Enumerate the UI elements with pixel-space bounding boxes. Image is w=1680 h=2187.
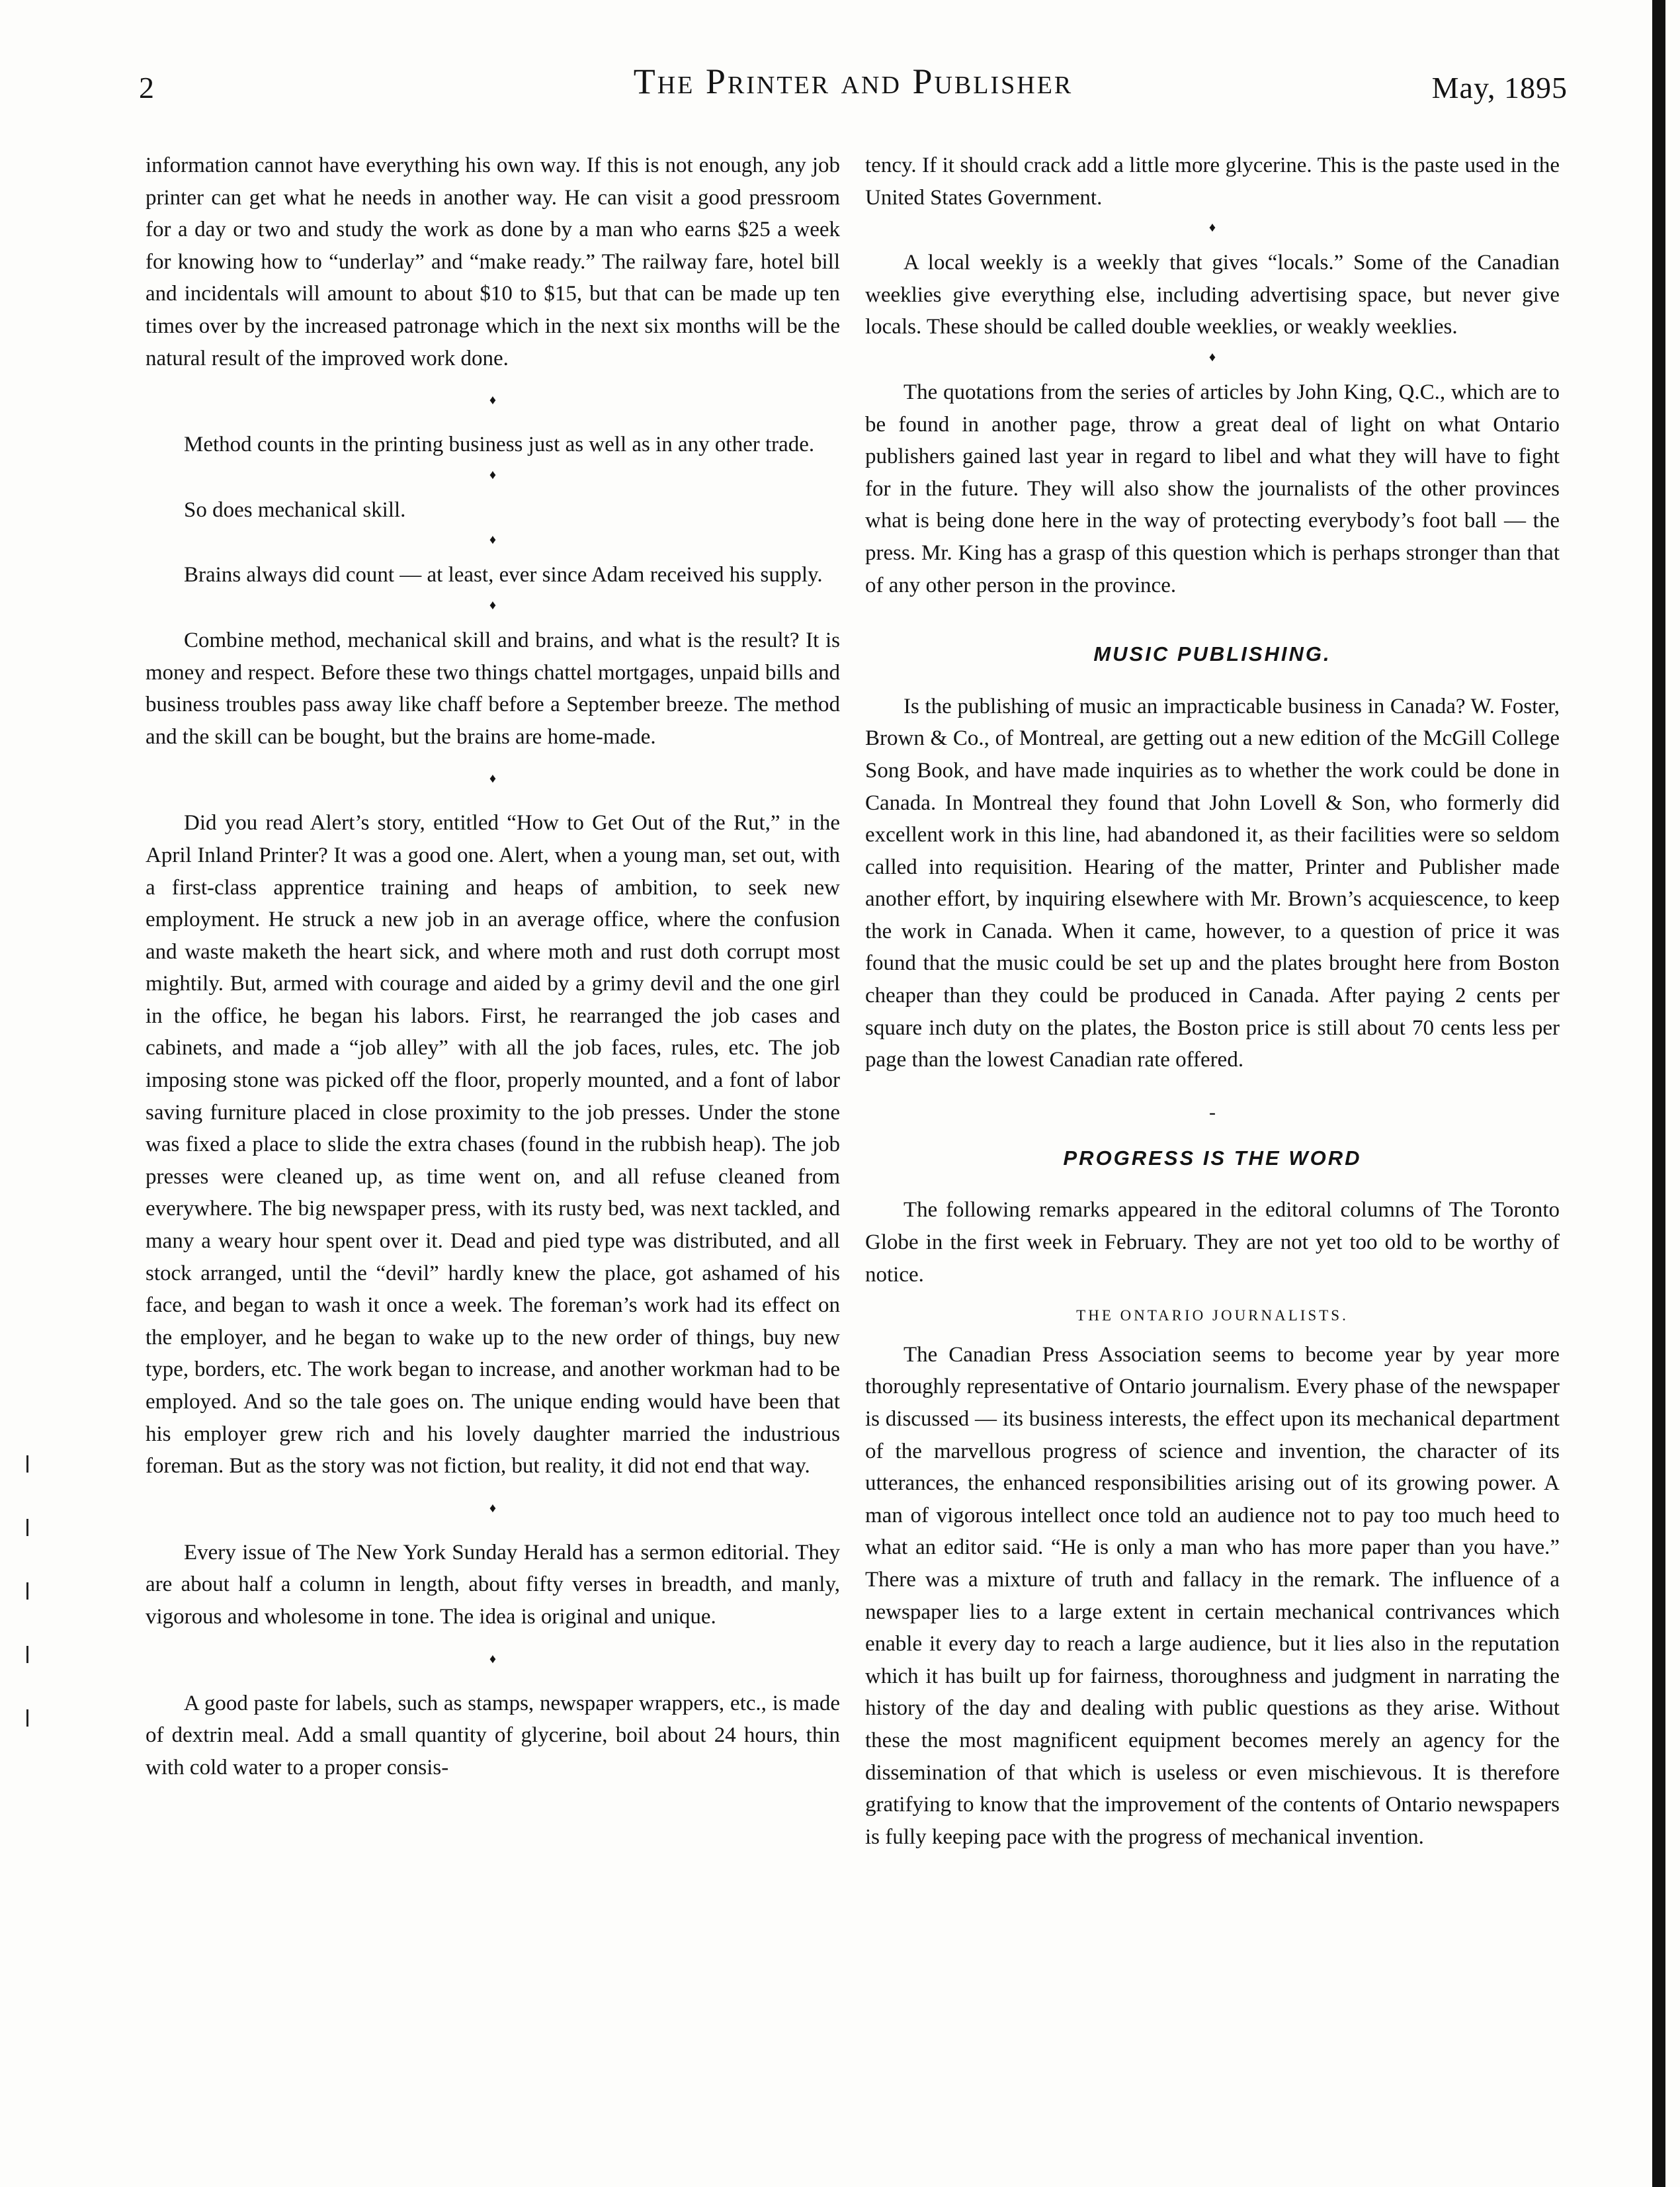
diamond-separator: ♦ <box>489 533 497 548</box>
diamond-separator: ♦ <box>1208 349 1216 364</box>
page-number: 2 <box>139 71 155 105</box>
subheading-ontario-journalists: THE ONTARIO JOURNALISTS. <box>1076 1307 1349 1324</box>
diamond-separator: ♦ <box>1208 220 1216 236</box>
paragraph-paste-continued: tency. If it should crack add a little more glycerine. This is the paste used in the United States Government. <box>865 153 1560 210</box>
paragraph-journalists: The Canadian Press Association seems to become year by year more thoroughly representative of Ontario journalism. Every phase of the newspaper is discussed — its business interests, the effect upon its mechanical department of the marvellous progress of science and invention, the character of its utterances, the enhanced responsibilities arising out of its growing power. A man of vigorous intellect once told an audience not to pay too much heed to what an editor said. “He is only a man who has more paper than you have.” There was a mixture of truth and fallacy in the remark. The influence of a newspaper lies to a large extent in certain mechanical contrivances which enable it every day to reach a large audience, but it lies also in the reputation which it has built up for fairness, thoroughness and judgment in narrating the history of the day and dealing with public questions as they arise. Without these the most magnificent equipment becomes merely an agency for the dissemination of that which is useless or even mischievous. It is therefore gratifying to know that the improvement of the contents of Ontario newspapers is fully keeping pace with the progress of mechanical invention. <box>865 1342 1560 1849</box>
paragraph-underlay: information cannot have everything his own way. If this is not enough, any job printer can get what he needs in another way. He can visit a good pressroom for a day or two and study the work as done by a man who earns $25 a week for knowing how to “underlay” and “make ready.” The railway fare, hotel bill and incidentals will amount to about $10 to $15, but that can be made up ten times over by the increased patronage which in the next six months will be the natural result of the improved work done. <box>146 153 840 370</box>
diamond-separator: ♦ <box>489 393 497 408</box>
masthead-title: The Printer and Publisher <box>633 62 1073 101</box>
heading-progress: PROGRESS IS THE WORD <box>1063 1146 1362 1170</box>
margin-mark <box>26 1455 28 1473</box>
paragraph-method: Method counts in the printing business just as well as in any other trade. <box>184 433 815 457</box>
margin-marks <box>26 1455 29 2018</box>
right-column <box>865 150 1560 1853</box>
margin-mark <box>26 1709 28 1727</box>
paragraph-locals: A local weekly is a weekly that gives “locals.” Some of the Canadian weeklies give everything else, including advertising space, but never give locals. These should be called double weeklies, or weakly weeklies. <box>865 251 1560 339</box>
issue-date: May, 1895 <box>1431 71 1568 105</box>
paragraph-music: Is the publishing of music an impracticable business in Canada? W. Foster, Brown & Co., of Montreal, are getting out a new edition of the McGill College Song Book, and have made inquiries as to whether the work could be done in Canada. In Montreal they found that John Lovell & Son, who formerly did excellent work in this line, had abandoned it, as their facilities were so seldom called into requisition. Hearing of the matter, Printer and Publisher made another effort, by inquiring elsewhere with Mr. Brown’s acquiescence, to keep the work in Canada. When it came, however, to a question of price it was found that the music could be set up and the plates brought here from Boston cheaper than they could be produced in Canada. After paying 2 cents per square inch duty on the plates, the Boston price is still about 70 cents less per page than the lowest Canadian rate offered. <box>865 694 1560 1072</box>
paragraph-skill: So does mechanical skill. <box>184 497 406 522</box>
paragraph-progress-intro: The following remarks appeared in the editoral columns of The Toronto Globe in the first week in February. They are not yet too old to be worthy of notice. <box>865 1198 1560 1287</box>
dash-separator: - <box>1209 1101 1216 1123</box>
heading-music-publishing: MUSIC PUBLISHING. <box>1093 642 1331 666</box>
left-column <box>146 150 840 1783</box>
diamond-separator: ♦ <box>489 597 497 613</box>
margin-mark <box>26 1519 28 1536</box>
diamond-separator: ♦ <box>489 771 497 787</box>
paragraph-alert-story: Did you read Alert’s story, entitled “How to Get Out of the Rut,” in the April Inland Printer? It was a good one. Alert, when a young man, set out, with a first-class apprentice training and heaps of ambition, to seek new employment. He struck a new job in an average office, where the confusion and waste maketh the heart sick, and where moth and rust doth corrupt most mightily. But, armed with courage and aided by a grimy devil and the one girl in the office, he began his labors. First, he rearranged the job cases and cabinets, and made a “job alley” with all the job faces, rules, etc. The job imposing stone was picked off the floor, properly mounted, and a font of labor saving furniture placed in close proximity to the job presses. Under the stone was fixed a place to slide the extra chases (found in the rubbish heap). The job presses were cleaned up, as time went on, and all refuse cleaned from everywhere. The big newspaper press, with its rusty bed, was next tackled, and many a weary hour spent over it. Dead and pied type was distributed, and all stock arranged, until the “devil” hardly knew the place, got ashamed of his face, and began to wash it once a week. The foreman’s work had its effect on the employer, and he began to wake up to the new order of things, buy new type, borders, etc. The work began to increase, and another workman had to be employed. And so the tale goes on. The unique ending would have been that his employer grew rich and his lovely daughter married the industrious foreman. But as the story was not fiction, but reality, it did not end that way. <box>146 811 840 1479</box>
paragraph-combine: Combine method, mechanical skill and brains, and what is the result? It is money and respect. Before these two things chattel mortgages, unpaid bills and business troubles pass away like chaff before a September breeze. The method and the skill can be bought, but the brains are home-made. <box>146 628 840 749</box>
diamond-separator: ♦ <box>489 1500 497 1516</box>
page-edge-shadow <box>1652 0 1665 2187</box>
margin-mark <box>26 1646 28 1663</box>
diamond-separator: ♦ <box>489 1651 497 1666</box>
diamond-separator: ♦ <box>489 467 497 482</box>
page-header <box>139 61 1568 114</box>
paragraph-john-king: The quotations from the series of articles by John King, Q.C., which are to be found in another page, throw a great deal of light on what Ontario publishers gained last year in regard to libel and what they will have to fight for in the future. They will also show the journalists of the other provinces what is being done here in the way of protecting everybody’s foot ball — the press. Mr. King has a grasp of this question which is perhaps stronger than that of any other person in the province. <box>865 380 1560 597</box>
paragraph-paste: A good paste for labels, such as stamps, newspaper wrappers, etc., is made of dextrin meal. Add a small quantity of glycerine, boil about 24 hours, thin with cold water to a proper consis- <box>146 1691 840 1780</box>
paragraph-brains: Brains always did count — at least, ever since Adam received his supply. <box>184 563 823 587</box>
paragraph-herald: Every issue of The New York Sunday Herald has a sermon editorial. They are about half a column in length, about fifty verses in breadth, and manly, vigorous and wholesome in tone. The idea is original and unique. <box>146 1540 840 1629</box>
margin-mark <box>26 1582 28 1600</box>
